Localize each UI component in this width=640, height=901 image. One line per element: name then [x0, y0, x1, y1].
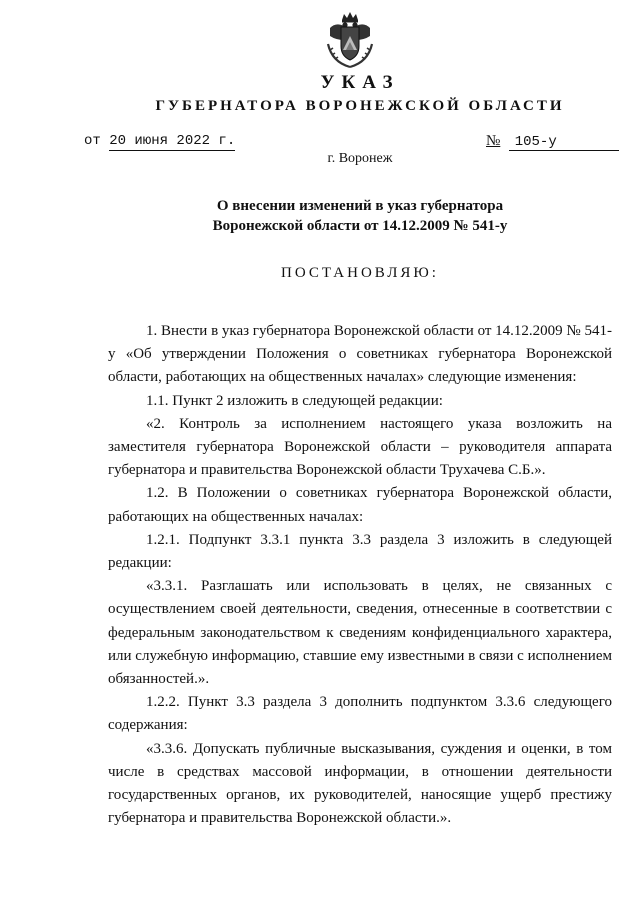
subject-line-1: О внесении изменений в указ губернатора [216, 198, 504, 214]
document-title: УКАЗ [320, 72, 400, 93]
subject-line-2: Воронежской области от 14.12.2009 № 541-у [212, 218, 508, 234]
coat-of-arms-icon [322, 10, 378, 70]
paragraph: «3.3.1. Разглашать или использовать в целях, не связанных с осуществлением своей деятельности, сведения, отнесенные в соответствии с федеральным законодательством к сведениям конфиденциального характера, или служебную информацию, ставшие ему известными в связи с исполнением обязанностей.». [108, 578, 612, 688]
paragraph: 1.2. В Положении о советниках губернатора Воронежской области, работающих на общественных началах: [108, 485, 612, 525]
paragraph: 1.2.2. Пункт 3.3 раздела 3 дополнить подпунктом 3.3.6 следующего содержания: [108, 694, 612, 734]
document-number-line [486, 133, 619, 151]
paragraph: 1.1. Пункт 2 изложить в следующей редакции: [146, 392, 443, 409]
paragraph: 1. Внести в указ губернатора Воронежской области от 14.12.2009 № 541-у «Об утверждении Положения о советниках губернатора Воронежской области, работающих на общественных началах» следующие изменения: [108, 323, 612, 386]
paragraph: 1.2.1. Подпункт 3.3.1 пункта 3.3 раздела 3 изложить в следующей редакции: [108, 531, 612, 572]
paragraph: «3.3.6. Допускать публичные высказывания, суждения и оценки, в том числе в средствах массовой информации, в отношении деятельности государственных органов, их руководителей, наносящие ущерб престижу губернатора и правительства Воронежской области.». [108, 740, 612, 827]
paragraph: «2. Контроль за исполнением настоящего указа возложить на заместителя губернатора Воронежской области – руководителя аппарата губернатора и правительства Воронежской области Трухачева С.Б.». [108, 415, 612, 479]
date-prefix: от [84, 133, 101, 149]
document-subject [0, 196, 640, 236]
decree-word: ПОСТАНОВЛЯЮ: [281, 265, 439, 281]
document-date-line [84, 133, 235, 149]
document-city: г. Воронеж [327, 151, 393, 166]
document-issuer: ГУБЕРНАТОРА ВОРОНЕЖСКОЙ ОБЛАСТИ [155, 98, 565, 114]
document-body [108, 320, 612, 830]
document-date: 20 июня 2022 г. [109, 133, 236, 149]
number-sign: № [486, 133, 501, 149]
document-number: 105-у [509, 134, 619, 151]
